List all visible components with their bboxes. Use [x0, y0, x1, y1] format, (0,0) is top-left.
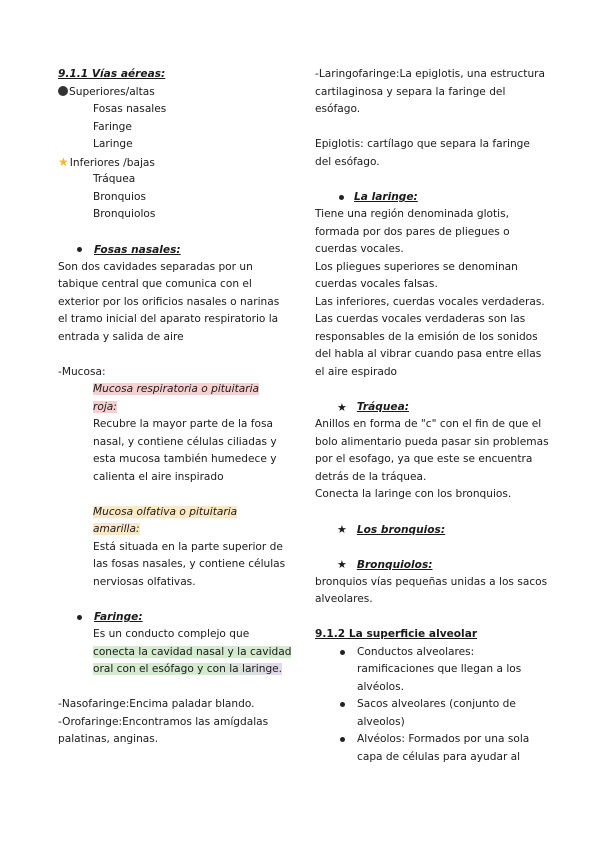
bullet-icon	[340, 702, 345, 707]
paragraph-line: el aire espirado	[315, 365, 398, 378]
right-column	[315, 66, 547, 766]
paragraph-line: nasal, y contiene células ciliadas y	[93, 435, 277, 448]
mucosa-roja-title: Mucosa respiratoria o pituitaria	[93, 383, 260, 395]
star-bullet-icon: ★	[337, 558, 347, 572]
paragraph-line: bronquios vías pequeñas unidas a los sacos	[315, 575, 548, 588]
paragraph-line: exterior por los orificios nasales o narinas	[58, 295, 280, 308]
paragraph-line: Conecta la laringe con los bronquios.	[315, 488, 512, 500]
list-item: Bronquios	[93, 190, 146, 203]
paragraph-line: Son dos cavidades separadas por un	[58, 260, 253, 273]
paragraph-line: calienta el aire inspirado	[93, 470, 224, 483]
paragraph-line: Las cuerdas vocales verdaderas son las	[315, 313, 526, 325]
paragraph-line: Está situada en la parte superior de	[93, 540, 283, 553]
list-item: Alvéolos: Formados por una sola capa de células para ayudar al	[315, 731, 547, 766]
paragraph-line: detrás de la tráquea.	[315, 470, 427, 483]
mucosa-label: -Mucosa:	[58, 365, 106, 378]
paragraph-line: entrada y salida de aire	[58, 330, 184, 343]
paragraph-line: tabique central que comunica con el	[58, 278, 252, 290]
paragraph-line: responsables de la emisión de los sonidos	[315, 330, 538, 343]
bullet-icon	[77, 247, 82, 252]
paragraph-line: el tramo inicial del aparato respiratorio la	[58, 313, 279, 325]
paragraph-line: del esófago.	[315, 155, 380, 168]
paragraph-line: -Laringofaringe:La epiglotis, una estructura	[315, 68, 546, 80]
bullet-icon	[340, 737, 345, 742]
section-title-vias-aereas: 9.1.1 Vías aéreas:	[58, 68, 166, 80]
paragraph-line: esta mucosa también humedece y	[93, 453, 277, 465]
paragraph-line: por el esofago, ya que este se encuentra	[315, 453, 533, 465]
paragraph-line: Epiglotis: cartílago que separa la faringe	[315, 138, 530, 150]
left-column	[58, 66, 292, 749]
nasofaringe-line: -Nasofaringe:Encima paladar blando.	[58, 698, 255, 710]
paragraph-line: conecta la cavidad nasal y la cavidad	[93, 645, 292, 658]
paragraph-line: formada por dos pares de pliegues o	[315, 225, 510, 238]
paragraph-line: las fosas nasales, y contiene células	[93, 558, 286, 570]
list-item: Sacos alveolares (conjunto de alveolos)	[315, 696, 547, 731]
laringe-heading: La laringe:	[315, 189, 547, 207]
mucosa-amarilla-title: Mucosa olfativa o pituitaria	[93, 505, 238, 518]
mucosa-amarilla-title: amarilla:	[93, 523, 140, 535]
paragraph-line: Es un conducto complejo que	[93, 628, 250, 640]
fosas-nasales-heading: Fosas nasales:	[58, 241, 283, 259]
inferiores-label: ★Inferiores /bajas	[58, 154, 155, 169]
paragraph-line: cuerdas vocales.	[315, 243, 404, 255]
list-item: Faringe	[93, 120, 132, 133]
paragraph-line: nerviosas olfativas.	[93, 575, 196, 588]
orofaringe-line: palatinas, anginas.	[58, 733, 159, 745]
list-item: Conductos alveolares: ramificaciones que llegan a los alvéolos.	[315, 644, 547, 697]
bronquiolos-heading: ★ Bronquiolos:	[337, 558, 433, 572]
star-icon: ★	[58, 154, 69, 169]
bullet-icon	[339, 195, 344, 200]
paragraph-line: Tiene una región denominada glotis,	[315, 208, 509, 220]
paragraph-line: Los pliegues superiores se denominan	[315, 260, 518, 273]
paragraph-line: cartilaginosa y separa la faringe del	[315, 85, 506, 98]
orofaringe-line: -Orofaringe:Encontramos las amígdalas	[58, 715, 269, 728]
paragraph-line: cuerdas vocales falsas.	[315, 278, 438, 290]
star-bullet-icon: ★	[337, 400, 347, 414]
black-circle-icon	[58, 86, 68, 96]
bullet-icon	[77, 615, 82, 620]
superiores-label: Superiores/altas	[58, 84, 283, 102]
star-bullet-icon: ★	[337, 523, 347, 537]
paragraph-line: del habla al vibrar cuando pasa entre ellas	[315, 348, 542, 360]
section-title-superficie-alveolar: 9.1.2 La superficie alveolar	[315, 628, 478, 640]
paragraph-line: alveolares.	[315, 593, 373, 605]
paragraph-line: bolo alimentario pueda pasar sin problemas	[315, 435, 549, 448]
list-item: Fosas nasales	[93, 103, 167, 115]
mucosa-roja-title: roja:	[93, 400, 117, 413]
paragraph-line: Anillos en forma de "c" con el fin de que el	[315, 418, 542, 430]
paragraph-line: Las inferiores, cuerdas vocales verdaderas.	[315, 295, 545, 308]
paragraph-line: oral con el esófago y con la laringe.	[93, 663, 283, 675]
list-item: Tráquea	[93, 173, 136, 185]
traquea-heading: ★ Tráquea:	[337, 400, 410, 414]
bullet-icon	[340, 650, 345, 655]
list-item: Laringe	[93, 138, 133, 150]
faringe-heading: Faringe:	[58, 609, 283, 627]
list-item: Bronquiolos	[93, 208, 156, 220]
paragraph-line: Recubre la mayor parte de la fosa	[93, 418, 274, 430]
paragraph-line: esófago.	[315, 103, 361, 115]
bronquios-heading: ★ Los bronquios:	[337, 523, 446, 537]
